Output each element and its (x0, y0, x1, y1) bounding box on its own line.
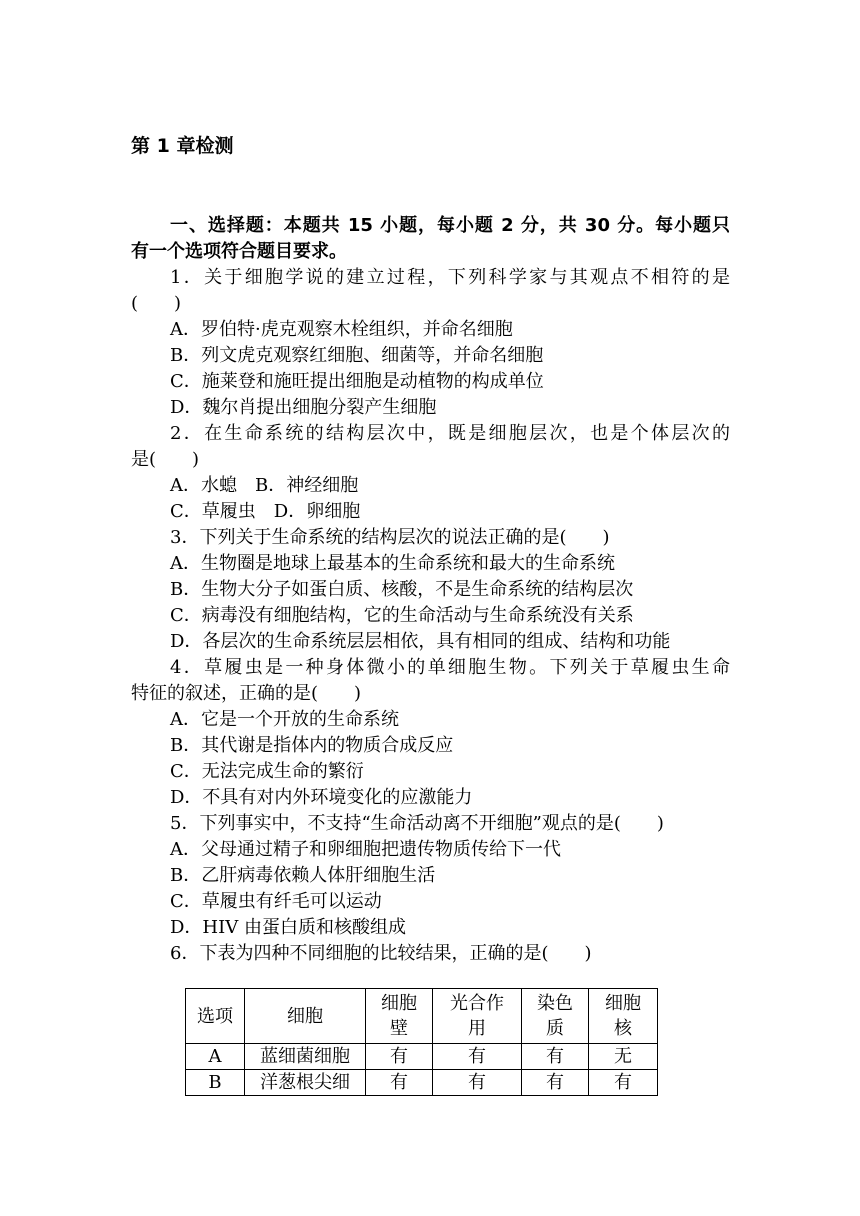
question-2-options-ab: A．水螅 B．神经细胞 (170, 475, 359, 496)
question-3-option-d: D．各层次的生命系统层层相依，具有相同的组成、结构和功能 (170, 631, 671, 652)
question-5-option-a: A．父母通过精子和卵细胞把遗传物质传给下一代 (170, 839, 561, 860)
table-cell: 洋葱根尖细 (245, 1070, 366, 1096)
table-row (186, 1070, 658, 1096)
header-cell: 细胞 (245, 989, 366, 1044)
question-1-option-b: B．列文虎克观察红细胞、细菌等，并命名细胞 (170, 345, 544, 366)
header-nucleus: 细胞 核 (589, 989, 658, 1044)
section-heading-line-2: 有一个选项符合题目要求。 (131, 241, 347, 262)
section-heading-line-1: 一、选择题：本题共 15 小题，每小题 2 分，共 30 分。每小题只 (170, 215, 730, 236)
table-row (186, 1044, 658, 1070)
question-1-stem-line-2: ( ) (131, 293, 182, 314)
question-2-stem-line-1: 2．在生命系统的结构层次中，既是细胞层次，也是个体层次的 (170, 423, 730, 444)
question-1-option-c: C．施莱登和施旺提出细胞是动植物的构成单位 (170, 371, 544, 392)
header-option: 选项 (186, 989, 245, 1044)
question-3-option-b: B．生物大分子如蛋白质、核酸，不是生命系统的结构层次 (170, 579, 634, 600)
question-2-options-cd: C．草履虫 D．卵细胞 (170, 501, 361, 522)
table-cell: 有 (433, 1070, 522, 1096)
question-2-stem-line-2: 是( ) (131, 449, 200, 470)
table-cell: 蓝细菌细胞 (245, 1044, 366, 1070)
table-cell: 有 (366, 1044, 433, 1070)
question-4-stem-line-1: 4．草履虫是一种身体微小的单细胞生物。下列关于草履虫生命 (170, 657, 730, 678)
question-5-option-d: D．HIV 由蛋白质和核酸组成 (170, 917, 406, 938)
question-4-option-a: A．它是一个开放的生命系统 (170, 709, 399, 730)
cell-comparison-table (185, 988, 658, 1096)
table-cell: A (186, 1044, 245, 1070)
question-5-option-c: C．草履虫有纤毛可以运动 (170, 891, 382, 912)
table-cell: 有 (522, 1070, 589, 1096)
table-cell: 有 (433, 1044, 522, 1070)
table-header-row (186, 989, 658, 1044)
question-6-stem: 6．下表为四种不同细胞的比较结果，正确的是( ) (170, 943, 592, 964)
question-5-option-b: B．乙肝病毒依赖人体肝细胞生活 (170, 865, 436, 886)
table-cell: 无 (589, 1044, 658, 1070)
question-4-option-d: D．不具有对内外环境变化的应激能力 (170, 787, 473, 808)
table-cell: 有 (522, 1044, 589, 1070)
question-1-stem-line-1: 1．关于细胞学说的建立过程，下列科学家与其观点不相符的是 (170, 267, 730, 288)
table-cell: 有 (366, 1070, 433, 1096)
question-4-option-b: B．其代谢是指体内的物质合成反应 (170, 735, 454, 756)
question-1-option-d: D．魏尔肖提出细胞分裂产生细胞 (170, 397, 437, 418)
chapter-title: 第 1 章检测 (131, 135, 234, 157)
header-photosynthesis: 光合作 用 (433, 989, 522, 1044)
header-cell-wall: 细胞 壁 (366, 989, 433, 1044)
question-1-option-a: A．罗伯特·虎克观察木栓组织，并命名细胞 (170, 319, 513, 340)
question-4-option-c: C．无法完成生命的繁衍 (170, 761, 364, 782)
question-3-option-c: C．病毒没有细胞结构，它的生命活动与生命系统没有关系 (170, 605, 634, 626)
question-4-stem-line-2: 特征的叙述，正确的是( ) (131, 683, 362, 704)
question-3-option-a: A．生物圈是地球上最基本的生命系统和最大的生命系统 (170, 553, 615, 574)
question-3-stem: 3．下列关于生命系统的结构层次的说法正确的是( ) (170, 527, 610, 548)
question-5-stem: 5．下列事实中，不支持“生命活动离不开细胞”观点的是( ) (170, 813, 664, 834)
table-cell: 有 (589, 1070, 658, 1096)
header-chromatin: 染色 质 (522, 989, 589, 1044)
table-cell: B (186, 1070, 245, 1096)
